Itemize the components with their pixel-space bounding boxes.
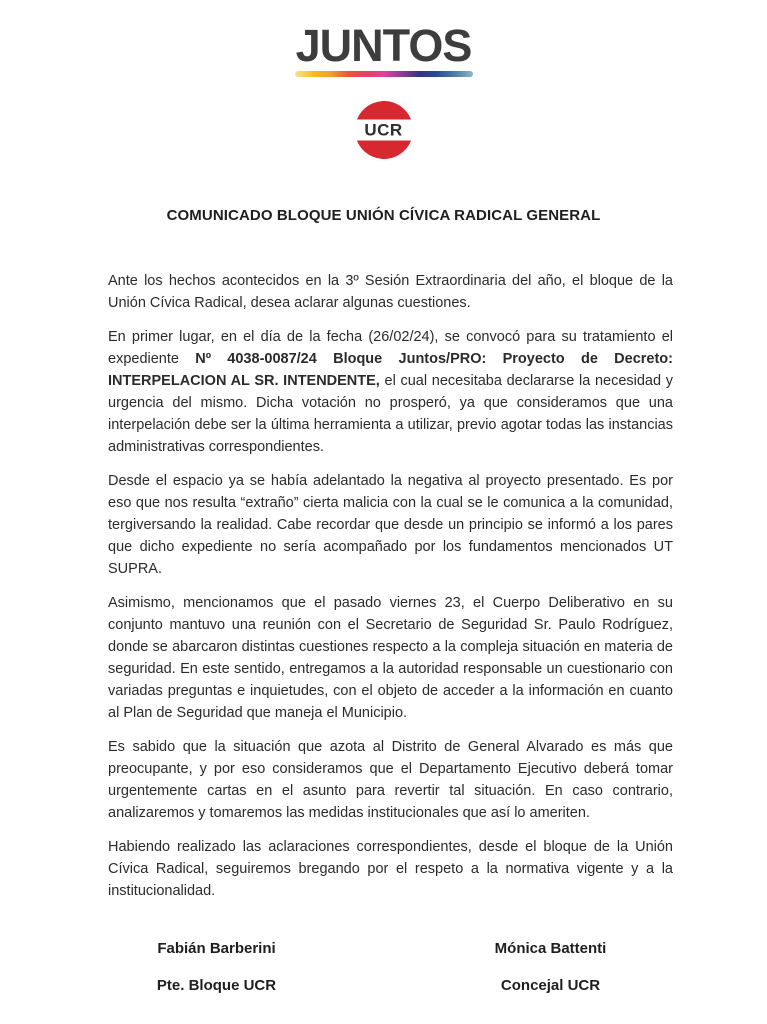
signature-left-role: Pte. Bloque UCR (156, 977, 277, 994)
ucr-logo (355, 101, 413, 159)
paragraph-2-post: el cual necesitaba declararse la necesidad y urgencia del mismo. Dicha votación no prosperó, ya que consideramos que una interpelación debe ser la última herramienta a utilizar, previo agotar todas las instancias administrativas correspondientes. (108, 373, 673, 455)
signature-left (67, 940, 367, 994)
paragraph-1: Ante los hechos acontecidos en la 3º Sesión Extraordinaria del año, el bloque de la Unión Cívica Radical, desea aclarar algunas cuestiones. (108, 273, 673, 311)
ucr-logo-band (353, 120, 415, 141)
paragraph-2 (108, 326, 673, 458)
paragraph-2-pre: En primer lugar, en el día de la fecha (26/02/24), se convocó para su tratamiento el expediente (108, 329, 673, 367)
juntos-logo-wordmark: JUNTOS (295, 20, 472, 71)
juntos-logo-gradient-bar (295, 71, 473, 77)
signature-right-name: Mónica Battenti (494, 940, 607, 957)
paragraph-6: Habiendo realizado las aclaraciones correspondientes, desde el bloque de la Unión Cívica Radical, seguiremos bregando por el respeto a la normativa vigente y a la institucionalidad. (108, 839, 673, 899)
signature-left-name: Fabián Barberini (157, 940, 276, 957)
signature-right-role: Concejal UCR (500, 977, 601, 994)
paragraph-5: Es sabido que la situación que azota al Distrito de General Alvarado es más que preocupante, y por eso consideramos que el Departamento Ejecutivo deberá tomar urgentemente cartas en el asunto para revertir tal situación. En caso contrario, analizaremos y tomaremos las medidas institucionales que así lo ameriten. (108, 739, 673, 821)
paragraph-2-bold-expediente: Nº 4038-0087/24 Bloque Juntos/PRO: Proyecto de Decreto: INTERPELACION AL SR. INTENDENTE, (108, 351, 673, 389)
letterhead (0, 0, 767, 159)
paragraph-4: Asimismo, mencionamos que el pasado viernes 23, el Cuerpo Deliberativo en su conjunto mantuvo una reunión con el Secretario de Seguridad Sr. Paulo Rodríguez, donde se abarcaron distintas cuestiones respecto a la compleja situación en materia de seguridad. En este sentido, entregamos a la autoridad responsable un cuestionario con variadas preguntas e inquietudes, con el objeto de acceder a la información en cuanto al Plan de Seguridad que maneja el Municipio. (108, 595, 673, 721)
document-title: COMUNICADO BLOQUE UNIÓN CÍVICA RADICAL GENERAL (166, 207, 601, 224)
ucr-logo-text: UCR (364, 120, 403, 139)
document-body (0, 270, 767, 902)
paragraph-3: Desde el espacio ya se había adelantado la negativa al proyecto presentado. Es por eso que nos resulta “extraño” cierta malicia con la cual se le comunica a la comunidad, tergiversando la realidad. Cabe recordar que desde un principio se informó a los pares que dicho expediente no sería acompañado por los fundamentos mencionados UT SUPRA. (108, 473, 673, 577)
signature-right (401, 940, 701, 994)
signature-block (0, 940, 767, 994)
